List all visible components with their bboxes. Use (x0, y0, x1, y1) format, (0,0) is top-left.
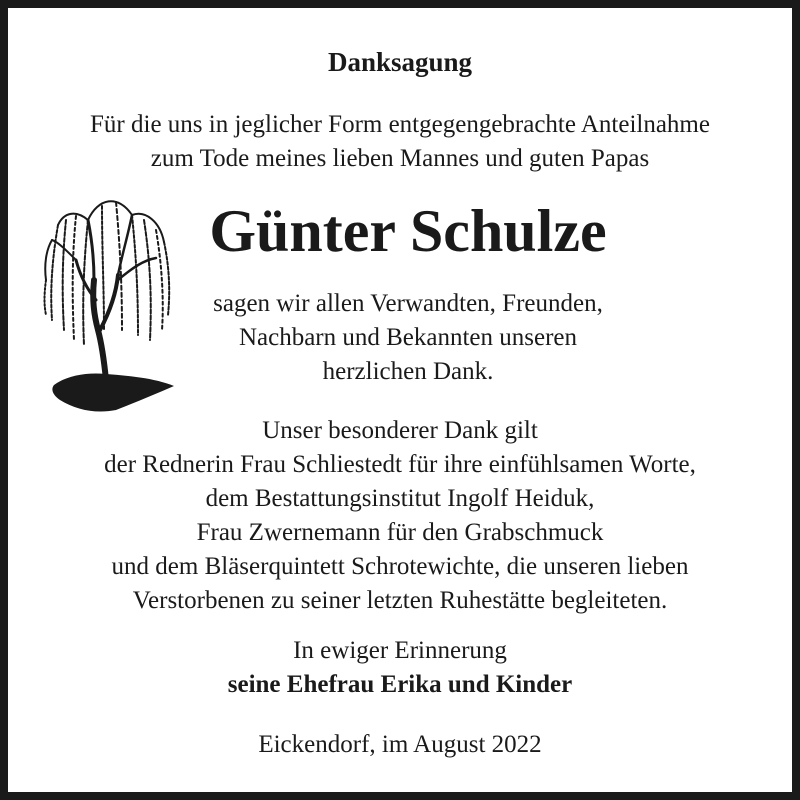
remembrance-text: In ewiger Erinnerung (293, 637, 507, 664)
thanks-line-2: Nachbarn und Bekannten unseren (238, 324, 578, 351)
notice-title: Danksagung (327, 47, 473, 77)
special-thanks-line-1: Unser besonderer Dank gilt (262, 417, 538, 444)
thanks-line-3: herzlichen Dank. (322, 358, 494, 385)
special-thanks-line-3: dem Bestattungsinstitut Ingolf Heiduk, (205, 485, 595, 512)
special-thanks-line-5: und dem Bläserquintett Schrotewichte, die unseren lieben (111, 553, 689, 580)
intro-line-1: Für die uns in jeglicher Form entgegengebrachte Anteilnahme (90, 111, 710, 138)
deceased-name: Günter Schulze (209, 198, 607, 264)
place-date: Eickendorf, im August 2022 (258, 731, 542, 758)
special-thanks-line-2: der Rednerin Frau Schliestedt für ihre einfühlsamen Worte, (104, 451, 696, 478)
thanks-line-1: sagen wir allen Verwandten, Freunden, (213, 290, 603, 317)
signature: seine Ehefrau Erika und Kinder (227, 671, 573, 698)
special-thanks-line-6: Verstorbenen zu seiner letzten Ruhestätte begleiteten. (132, 587, 668, 614)
intro-line-2: zum Tode meines lieben Mannes und guten Papas (150, 145, 650, 172)
special-thanks-line-4: Frau Zwernemann für den Grabschmuck (196, 519, 604, 546)
